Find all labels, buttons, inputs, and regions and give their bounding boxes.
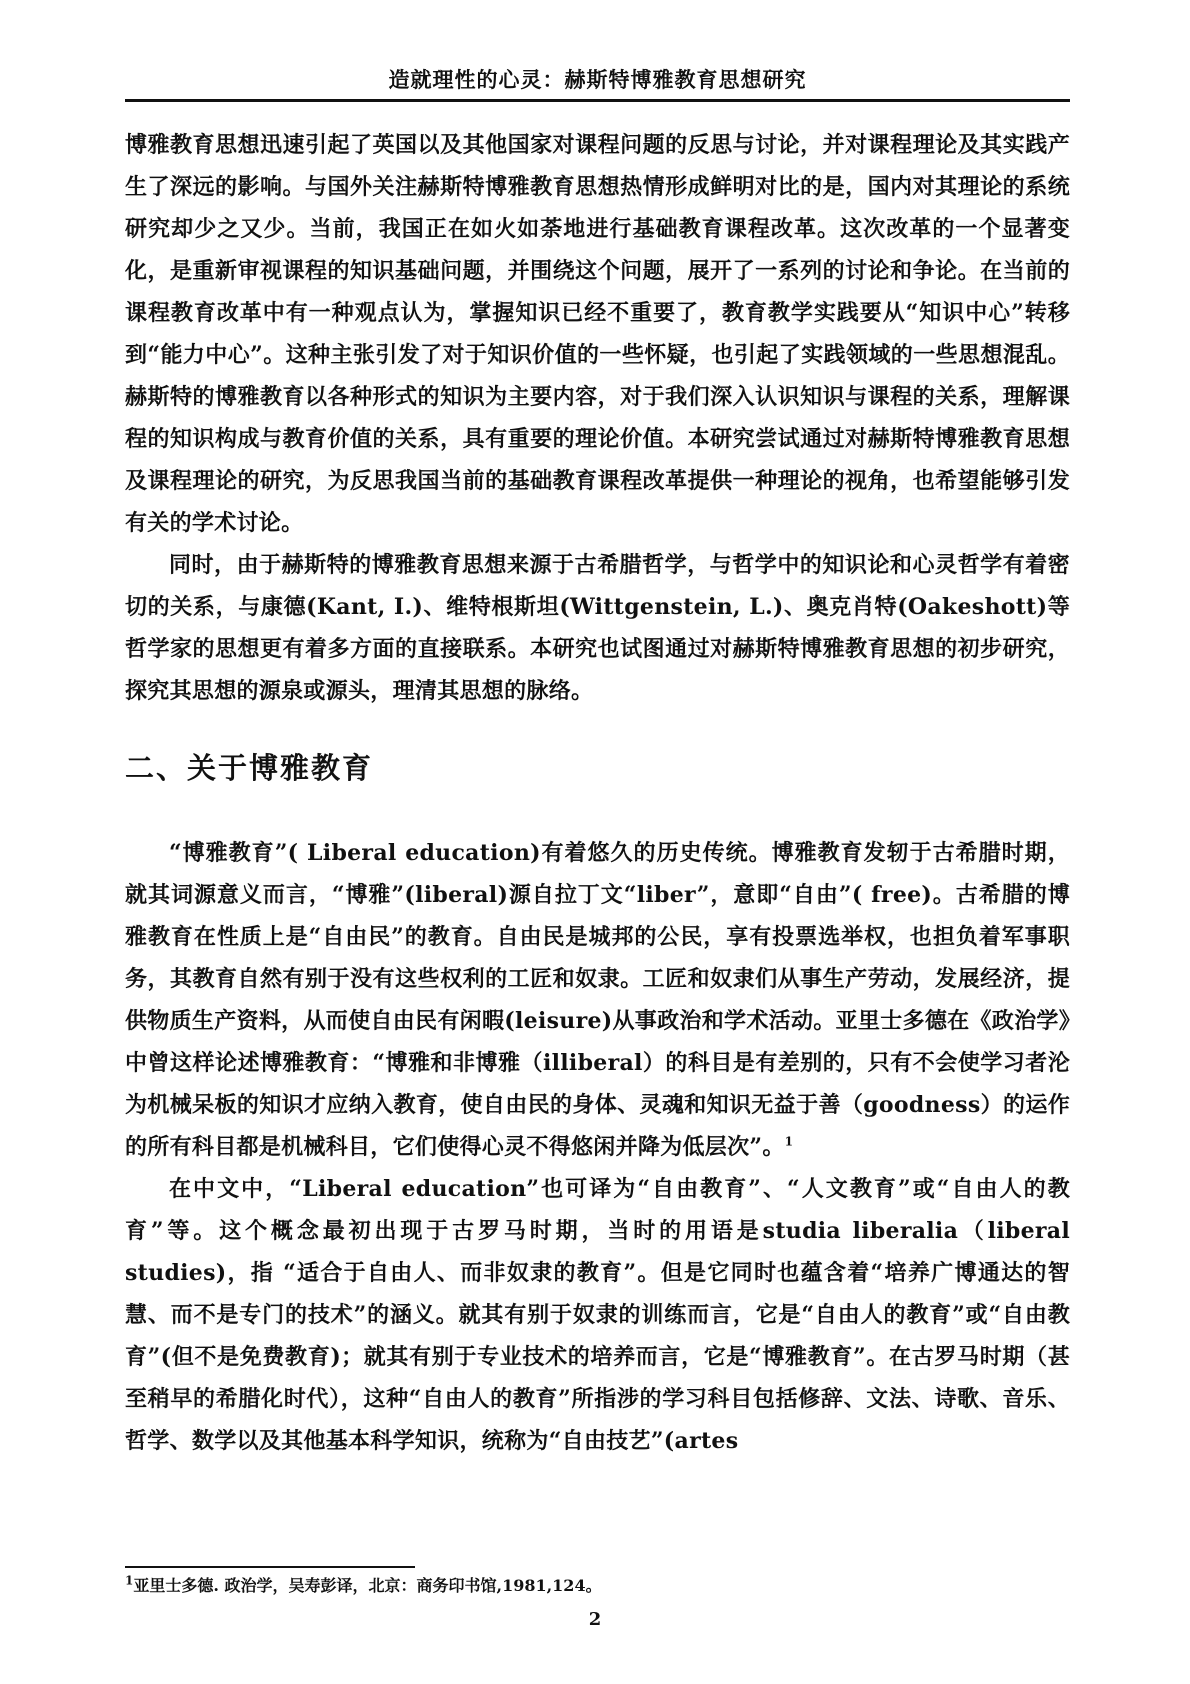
paragraph bbox=[125, 832, 1070, 1168]
footnote-marker: 1 bbox=[125, 1573, 134, 1588]
running-header: 造就理性的心灵：赫斯特博雅教育思想研究 bbox=[388, 67, 807, 92]
footnote-rule bbox=[125, 1566, 415, 1568]
page-number: 2 bbox=[588, 1609, 602, 1630]
section-heading: 二、关于博雅教育 bbox=[125, 751, 374, 785]
header-rule bbox=[125, 99, 1070, 102]
paragraph: 同时，由于赫斯特的博雅教育思想来源于古希腊哲学，与哲学中的知识论和心灵哲学有着密切的关系，与康德(Kant, I.)、维特根斯坦(Wittgenstein, L.)、奥克肖特(Oakeshott)等哲学家的思想更有着多方面的直接联系。本研究也试图通过对赫斯特博雅教育思想的初步研究，探究其思想的源泉或源头，理清其思想的脉络。 bbox=[125, 552, 1070, 704]
footnote-text: 亚里士多德. 政治学，吴寿彭译，北京：商务印书馆,1981,124。 bbox=[133, 1576, 602, 1595]
footnote-reference[interactable]: 1 bbox=[784, 1134, 794, 1149]
section-1-body bbox=[125, 124, 1070, 712]
section-2-body bbox=[125, 832, 1070, 1462]
paragraph: 博雅教育思想迅速引起了英国以及其他国家对课程问题的反思与讨论，并对课程理论及其实践产生了深远的影响。与国外关注赫斯特博雅教育思想热情形成鲜明对比的是，国内对其理论的系统研究却少之又少。当前，我国正在如火如荼地进行基础教育课程改革。这次改革的一个显著变化，是重新审视课程的知识基础问题，并围绕这个问题，展开了一系列的讨论和争论。在当前的课程教育改革中有一种观点认为，掌握知识已经不重要了，教育教学实践要从“知识中心”转移到“能力中心”。这种主张引发了对于知识价值的一些怀疑，也引起了实践领域的一些思想混乱。赫斯特的博雅教育以各种形式的知识为主要内容，对于我们深入认识知识与课程的关系，理解课程的知识构成与教育价值的关系，具有重要的理论价值。本研究尝试通过对赫斯特博雅教育思想及课程理论的研究，为反思我国当前的基础教育课程改革提供一种理论的视角，也希望能够引发有关的学术讨论。 bbox=[125, 132, 1070, 536]
paragraph-text: “博雅教育”( Liberal education)有着悠久的历史传统。博雅教育发轫于古希腊时期，就其词源意义而言，“博雅”(liberal)源自拉丁文“liber”，意即“自由”( free)。古希腊的博雅教育在性质上是“自由民”的教育。自由民是城邦的公民，享有投票选举权，也担负着军事职务，其教育自然有别于没有这些权利的工匠和奴隶。工匠和奴隶们从事生产劳动，发展经济，提供物质生产资料，从而使自由民有闲暇(leisure)从事政治和学术活动。亚里士多德在《政治学》中曾这样论述博雅教育：“博雅和非博雅（illiberal）的科目是有差别的，只有不会使学习者沦为机械呆板的知识才应纳入教育，使自由民的身体、灵魂和知识无益于善（goodness）的运作的所有科目都是机械科目，它们使得心灵不得悠闲并降为低层次”。 bbox=[125, 840, 1070, 1160]
footnote bbox=[125, 1574, 1070, 1598]
paragraph: 在中文中，“Liberal education”也可译为“自由教育”、“人文教育”或“自由人的教育”等。这个概念最初出现于古罗马时期，当时的用语是studia liberalia（liberal studies)，指 “适合于自由人、而非奴隶的教育”。但是它同时也蕴含着“培养广博通达的智慧、而不是专门的技术”的涵义。就其有别于奴隶的训练而言，它是“自由人的教育”或“自由教育”(但不是免费教育)；就其有别于专业技术的培养而言，它是“博雅教育”。在古罗马时期（甚至稍早的希腊化时代），这种“自由人的教育”所指涉的学习科目包括修辞、文法、诗歌、音乐、哲学、数学以及其他基本科学知识，统称为“自由技艺”(artes bbox=[125, 1176, 1070, 1454]
